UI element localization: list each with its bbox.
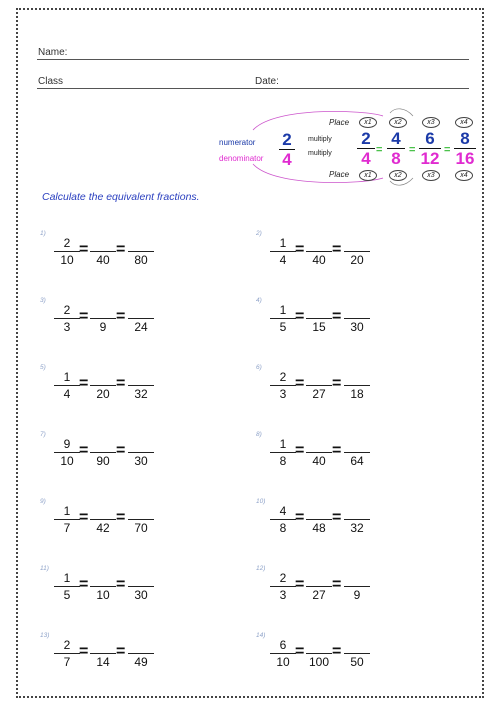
answer-numerator-2[interactable] <box>128 571 154 585</box>
answer-fraction-1 <box>306 370 332 401</box>
equals-sign: = <box>79 442 89 459</box>
equals-sign: = <box>332 509 342 526</box>
answer-fraction-1 <box>90 236 116 267</box>
given-fraction <box>270 236 296 267</box>
given-denominator: 10 <box>60 253 74 267</box>
answer-numerator-1[interactable] <box>306 370 332 384</box>
multiplier-bottom-3: x3 <box>422 170 440 181</box>
chain-fraction-4: 8 16 <box>455 129 475 168</box>
given-fraction <box>270 504 296 535</box>
given-numerator: 4 <box>279 504 287 518</box>
equals-sign: = <box>295 375 305 392</box>
class-date-line[interactable] <box>37 88 469 89</box>
multiplier-bottom-2: x2 <box>389 170 407 181</box>
answer-fraction-2 <box>128 236 154 267</box>
problem-12 <box>256 563 456 613</box>
problem-5 <box>40 362 240 412</box>
answer-fraction-1 <box>90 638 116 669</box>
chain-equals-1: = <box>376 144 383 156</box>
problem-number: 12) <box>256 565 266 572</box>
answer-numerator-1[interactable] <box>90 437 116 451</box>
answer-fraction-1 <box>90 370 116 401</box>
answer-denominator-1: 27 <box>312 387 326 401</box>
answer-numerator-1[interactable] <box>306 504 332 518</box>
multiplier-bottom-1: x1 <box>359 170 377 181</box>
problem-number: 5) <box>40 364 46 371</box>
problem-2 <box>256 228 456 278</box>
answer-denominator-2: 30 <box>134 588 148 602</box>
given-denominator: 8 <box>279 454 287 468</box>
given-numerator: 1 <box>63 571 71 585</box>
answer-numerator-1[interactable] <box>306 571 332 585</box>
answer-numerator-1[interactable] <box>90 303 116 317</box>
given-denominator: 7 <box>63 655 71 669</box>
answer-fraction-2 <box>128 504 154 535</box>
multiplier-top-3: x3 <box>422 117 440 128</box>
answer-numerator-2[interactable] <box>128 638 154 652</box>
name-line[interactable] <box>37 59 469 60</box>
answer-fraction-2 <box>344 437 370 468</box>
example-fraction: 2 4 <box>279 131 295 168</box>
equals-sign: = <box>332 241 342 258</box>
equals-sign: = <box>79 643 89 660</box>
equals-sign: = <box>295 241 305 258</box>
answer-numerator-2[interactable] <box>344 236 370 250</box>
equals-sign: = <box>79 308 89 325</box>
equivalent-fractions-diagram <box>215 108 480 186</box>
answer-fraction-2 <box>344 303 370 334</box>
given-numerator: 2 <box>279 571 287 585</box>
answer-fraction-2 <box>344 504 370 535</box>
problem-number: 8) <box>256 431 262 438</box>
multiplier-top-1: x1 <box>359 117 377 128</box>
answer-denominator-1: 20 <box>96 387 110 401</box>
given-fraction <box>54 571 80 602</box>
answer-denominator-2: 70 <box>134 521 148 535</box>
chain-fraction-2: 4 8 <box>387 130 405 167</box>
equals-sign: = <box>295 576 305 593</box>
place-label-bottom: Place <box>329 170 350 179</box>
answer-numerator-2[interactable] <box>344 437 370 451</box>
answer-numerator-2[interactable] <box>128 370 154 384</box>
answer-fraction-2 <box>344 236 370 267</box>
problem-number: 14) <box>256 632 266 639</box>
problem-14 <box>256 630 456 680</box>
problem-11 <box>40 563 240 613</box>
answer-numerator-2[interactable] <box>128 504 154 518</box>
problem-number: 13) <box>40 632 50 639</box>
problem-number: 11) <box>40 565 49 572</box>
answer-denominator-1: 42 <box>96 521 110 535</box>
answer-denominator-1: 40 <box>312 253 326 267</box>
answer-denominator-2: 20 <box>350 253 364 267</box>
given-denominator: 4 <box>279 253 287 267</box>
answer-fraction-1 <box>306 504 332 535</box>
multiplier-bottom-4: x4 <box>455 170 473 181</box>
answer-denominator-2: 32 <box>350 521 364 535</box>
answer-fraction-1 <box>306 437 332 468</box>
given-numerator: 1 <box>279 303 287 317</box>
chain-equals-3: = <box>444 144 451 156</box>
equals-sign: = <box>116 308 126 325</box>
problem-number: 2) <box>256 230 262 237</box>
problem-number: 6) <box>256 364 262 371</box>
problem-number: 10) <box>256 498 266 505</box>
given-denominator: 4 <box>63 387 71 401</box>
equals-sign: = <box>79 241 89 258</box>
answer-numerator-1[interactable] <box>90 370 116 384</box>
given-numerator: 2 <box>63 236 71 250</box>
answer-denominator-1: 48 <box>312 521 326 535</box>
answer-numerator-1[interactable] <box>90 504 116 518</box>
answer-denominator-1: 27 <box>312 588 326 602</box>
answer-denominator-2: 49 <box>134 655 148 669</box>
problem-3 <box>40 295 240 345</box>
given-denominator: 5 <box>63 588 71 602</box>
answer-numerator-1[interactable] <box>306 638 332 652</box>
given-denominator: 3 <box>279 588 287 602</box>
problem-4 <box>256 295 456 345</box>
answer-numerator-2[interactable] <box>128 236 154 250</box>
answer-denominator-2: 64 <box>350 454 364 468</box>
answer-fraction-1 <box>306 303 332 334</box>
chain-fraction-3: 6 12 <box>420 129 440 168</box>
answer-fraction-1 <box>90 504 116 535</box>
answer-numerator-2[interactable] <box>344 504 370 518</box>
equals-sign: = <box>332 442 342 459</box>
given-denominator: 7 <box>63 521 71 535</box>
name-label: Name: <box>38 47 68 58</box>
answer-fraction-2 <box>344 370 370 401</box>
given-denominator: 3 <box>63 320 71 334</box>
equals-sign: = <box>116 509 126 526</box>
answer-numerator-1[interactable] <box>306 437 332 451</box>
equals-sign: = <box>116 576 126 593</box>
given-numerator: 9 <box>63 437 71 451</box>
answer-numerator-1[interactable] <box>306 236 332 250</box>
equals-sign: = <box>295 643 305 660</box>
answer-numerator-2[interactable] <box>344 571 370 585</box>
answer-denominator-1: 40 <box>312 454 326 468</box>
answer-numerator-2[interactable] <box>344 638 370 652</box>
instruction-text: Calculate the equivalent fractions. <box>42 191 200 203</box>
given-fraction <box>270 303 296 334</box>
answer-fraction-2 <box>128 571 154 602</box>
answer-fraction-1 <box>90 303 116 334</box>
problem-number: 9) <box>40 498 46 505</box>
equals-sign: = <box>116 375 126 392</box>
given-denominator: 10 <box>276 655 290 669</box>
given-numerator: 1 <box>279 437 287 451</box>
chain-fraction-1: 2 4 <box>357 130 375 167</box>
answer-fraction-2 <box>128 638 154 669</box>
answer-fraction-2 <box>128 437 154 468</box>
problem-7 <box>40 429 240 479</box>
multiplier-top-4: x4 <box>455 117 473 128</box>
given-numerator: 1 <box>279 236 287 250</box>
given-numerator: 1 <box>63 370 71 384</box>
equals-sign: = <box>79 375 89 392</box>
answer-numerator-2[interactable] <box>344 303 370 317</box>
answer-denominator-2: 50 <box>350 655 364 669</box>
given-fraction <box>270 370 296 401</box>
equals-sign: = <box>332 308 342 325</box>
class-label: Class <box>38 76 64 87</box>
equals-sign: = <box>116 442 126 459</box>
given-denominator: 10 <box>60 454 74 468</box>
answer-denominator-2: 9 <box>353 588 361 602</box>
answer-denominator-1: 15 <box>312 320 326 334</box>
multiply-label-bottom: multiply <box>308 150 332 157</box>
equals-sign: = <box>295 442 305 459</box>
equals-sign: = <box>295 308 305 325</box>
answer-numerator-2[interactable] <box>344 370 370 384</box>
given-fraction <box>54 638 80 669</box>
given-numerator: 2 <box>63 303 71 317</box>
given-denominator: 5 <box>279 320 287 334</box>
answer-numerator-2[interactable] <box>128 303 154 317</box>
answer-denominator-1: 14 <box>96 655 110 669</box>
answer-numerator-1[interactable] <box>90 571 116 585</box>
problem-number: 3) <box>40 297 46 304</box>
problem-number: 7) <box>40 431 46 438</box>
equals-sign: = <box>79 509 89 526</box>
chain-equals-2: = <box>409 144 416 156</box>
given-numerator: 6 <box>279 638 287 652</box>
answer-denominator-2: 80 <box>134 253 148 267</box>
denominator-label: denominator <box>219 154 264 163</box>
answer-numerator-1[interactable] <box>90 638 116 652</box>
equals-sign: = <box>295 509 305 526</box>
equals-sign: = <box>332 576 342 593</box>
answer-denominator-1: 40 <box>96 253 110 267</box>
answer-fraction-2 <box>128 370 154 401</box>
given-fraction <box>54 236 80 267</box>
answer-numerator-2[interactable] <box>128 437 154 451</box>
problem-number: 1) <box>40 230 46 237</box>
problem-6 <box>256 362 456 412</box>
equals-sign: = <box>79 576 89 593</box>
problem-10 <box>256 496 456 546</box>
equals-sign: = <box>332 643 342 660</box>
given-denominator: 8 <box>279 521 287 535</box>
answer-denominator-1: 100 <box>308 655 330 669</box>
answer-fraction-1 <box>90 571 116 602</box>
answer-fraction-1 <box>306 236 332 267</box>
answer-fraction-2 <box>128 303 154 334</box>
date-label: Date: <box>255 76 279 87</box>
answer-numerator-1[interactable] <box>90 236 116 250</box>
problem-number: 4) <box>256 297 262 304</box>
given-fraction <box>270 571 296 602</box>
answer-denominator-1: 90 <box>96 454 110 468</box>
answer-denominator-1: 9 <box>99 320 107 334</box>
multiplier-top-2: x2 <box>389 117 407 128</box>
answer-fraction-1 <box>90 437 116 468</box>
answer-denominator-2: 32 <box>134 387 148 401</box>
numerator-label: numerator <box>219 138 256 147</box>
answer-fraction-1 <box>306 571 332 602</box>
given-fraction <box>270 638 296 669</box>
given-fraction <box>54 370 80 401</box>
answer-numerator-1[interactable] <box>306 303 332 317</box>
problem-13 <box>40 630 240 680</box>
given-fraction <box>54 437 80 468</box>
given-numerator: 2 <box>63 638 71 652</box>
given-fraction <box>270 437 296 468</box>
equals-sign: = <box>116 241 126 258</box>
multiply-label-top: multiply <box>308 136 332 143</box>
equals-sign: = <box>116 643 126 660</box>
given-numerator: 1 <box>63 504 71 518</box>
answer-fraction-1 <box>306 638 332 669</box>
answer-denominator-1: 10 <box>96 588 110 602</box>
equals-sign: = <box>332 375 342 392</box>
answer-denominator-2: 30 <box>134 454 148 468</box>
given-fraction <box>54 303 80 334</box>
given-denominator: 3 <box>279 387 287 401</box>
given-fraction <box>54 504 80 535</box>
problem-8 <box>256 429 456 479</box>
answer-fraction-2 <box>344 638 370 669</box>
problem-9 <box>40 496 240 546</box>
answer-denominator-2: 18 <box>350 387 364 401</box>
place-label-top: Place <box>329 118 350 127</box>
answer-fraction-2 <box>344 571 370 602</box>
answer-denominator-2: 30 <box>350 320 364 334</box>
given-numerator: 2 <box>279 370 287 384</box>
answer-denominator-2: 24 <box>134 320 148 334</box>
problem-1 <box>40 228 240 278</box>
